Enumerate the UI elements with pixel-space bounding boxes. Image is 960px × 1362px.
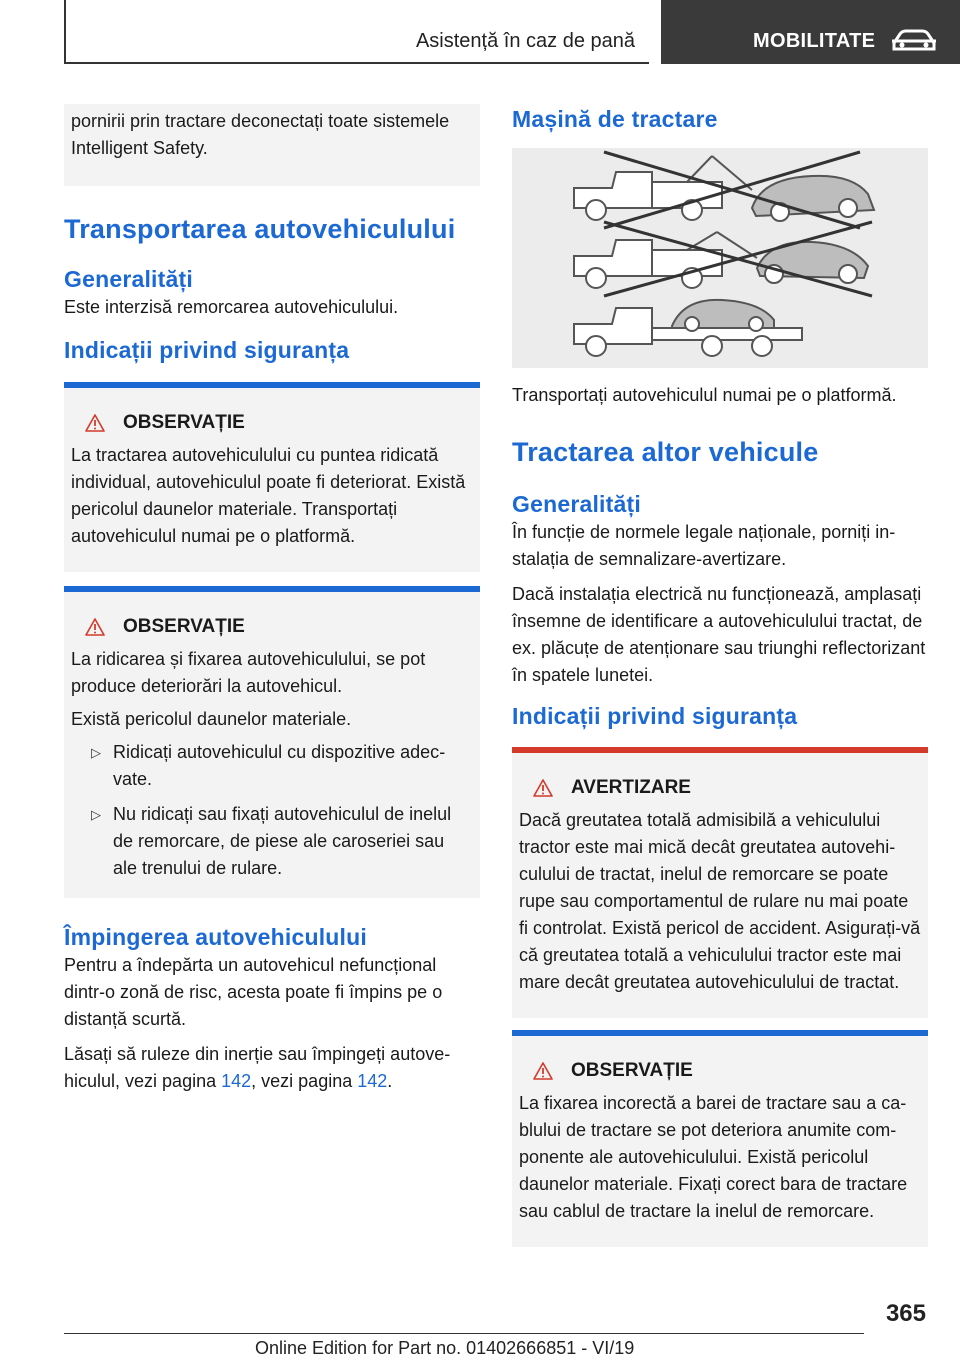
push-text-2 <box>64 1041 480 1095</box>
notice-box-2 <box>64 586 480 898</box>
warning-triangle-icon <box>85 414 105 432</box>
list-item-text: Nu ridicați sau fixați autovehiculul de inelul de remorcare, de piese ale caroseriei sau ale trenului de rulare. <box>113 804 452 878</box>
warning-header <box>519 775 921 801</box>
tow-general-text-1: În funcție de normele legale naționale, porniți instalația de semnalizare-avertizare. <box>512 522 896 569</box>
tow-general-paragraphs <box>512 519 928 689</box>
footer-divider <box>64 1333 864 1334</box>
header-section-tab <box>64 0 649 64</box>
page-number: 365 <box>885 1300 926 1327</box>
header-section-title: Asistență în caz de pană <box>415 30 635 52</box>
push-paragraphs <box>64 952 480 1095</box>
heading-tow-vehicle: Mașină de tractare <box>512 106 718 132</box>
warning-triangle-icon <box>533 779 553 797</box>
notice-1-header <box>71 410 473 436</box>
header-chapter-title: MOBILITATE <box>753 30 876 52</box>
list-item-text: Ridicați autovehiculul cu dispozitive adecvate. <box>113 742 446 789</box>
page-link-142[interactable]: 142 <box>221 1071 252 1091</box>
heading-transport: Transportarea autovehiculului <box>64 214 456 244</box>
heading-push: Împingerea autovehiculului <box>64 924 367 950</box>
notice-1-label: OBSERVAȚIE <box>123 412 245 433</box>
left-column <box>64 104 480 1103</box>
push-text-2a: Lăsați să ruleze din inerție sau împingeți autovehiculul, vezi pagina <box>64 1044 451 1091</box>
notice-box-3 <box>512 1030 928 1247</box>
list-item <box>71 739 473 793</box>
warning-triangle-icon <box>533 1062 553 1080</box>
heading-general: Generalități <box>64 266 193 292</box>
warning-triangle-icon <box>85 618 105 636</box>
notice-2-text-1: La ridicarea și fixarea autovehiculului, se pot produce deteriorări la autovehicul. <box>71 649 426 696</box>
notice-1-text: La tractarea autovehiculului cu puntea ridicată individual, autovehiculul poate fi deteriorat. Există pericolul daunelor materiale. Transportați autovehiculul numai pe o platformă. <box>71 445 466 546</box>
warning-label: AVERTIZARE <box>571 777 691 798</box>
header-chapter-tab <box>661 0 960 64</box>
notice-2-text-2: Există pericolul daunelor materiale. <box>71 709 352 729</box>
notice-3-label: OBSERVAȚIE <box>571 1060 693 1081</box>
notice-box-1 <box>64 382 480 572</box>
continued-notice-text: pornirii prin tractare deconectați toate sistemele Intelligent Safety. <box>71 111 450 158</box>
heading-tow-others: Tractarea altor vehicule <box>512 437 819 467</box>
push-text-1: Pentru a îndepărta un autovehicul nefuncțional dintr-o zonă de risc, acesta poate fi împins pe o distanță scurtă. <box>64 955 443 1029</box>
tow-general-text-2: Dacă instalația electrică nu funcționează, amplasați însemne de identificare a autovehiculului tractat, de ex. plăcuțe de atenționare sau triunghi reflectorizant în spatele lunetei. <box>512 584 926 685</box>
notice-2-label: OBSERVAȚIE <box>123 616 245 637</box>
warning-box <box>512 747 928 1018</box>
heading-safety-2: Indicații privind siguranța <box>512 703 798 729</box>
tow-truck-illustration <box>512 148 928 368</box>
heading-general-2: Generalități <box>512 491 641 517</box>
push-text-2c: . <box>387 1071 393 1091</box>
right-column <box>512 104 928 1247</box>
bullet-arrow-icon: ▷ <box>91 745 101 760</box>
general-text: Este interzisă remorcarea autovehiculului. <box>64 297 399 317</box>
figure-caption: Transportați autovehiculul numai pe o platformă. <box>512 385 897 405</box>
list-item <box>71 801 473 882</box>
push-text-2b: , vezi pagina <box>251 1071 358 1091</box>
tow-truck-drawing <box>512 148 928 368</box>
car-icon <box>890 29 938 53</box>
page-link-142[interactable]: 142 <box>357 1071 388 1091</box>
notice-3-text: La fixarea incorectă a barei de tractare sau a cablului de tractare se pot deteriora anumite componente ale autovehiculului. Există pericolul daunelor materiale. Fixați corect bara de tractare sau cablul de tractare la inelul de remorcare. <box>519 1093 908 1221</box>
heading-safety: Indicații privind siguranța <box>64 337 350 363</box>
footer-edition: Online Edition for Part no. 01402666851 - VI/19 <box>255 1338 635 1358</box>
notice-3-header <box>519 1058 921 1084</box>
warning-text: Dacă greutatea totală admisibilă a vehiculului tractor este mai mică decât greutatea autovehiculului de tractat, inelul de remorcare se poate rupe sau comportamentul de rulare nu mai poate fi controlat. Există pericol de accident. Asigurați-vă că greutatea totală a vehiculului tractor este mai mare decât greutatea autovehiculului de tractat. <box>519 810 921 992</box>
bullet-arrow-icon: ▷ <box>91 807 101 822</box>
general-paragraph <box>64 294 480 321</box>
notice-2-header <box>71 614 473 640</box>
continued-notice-box <box>64 104 480 186</box>
